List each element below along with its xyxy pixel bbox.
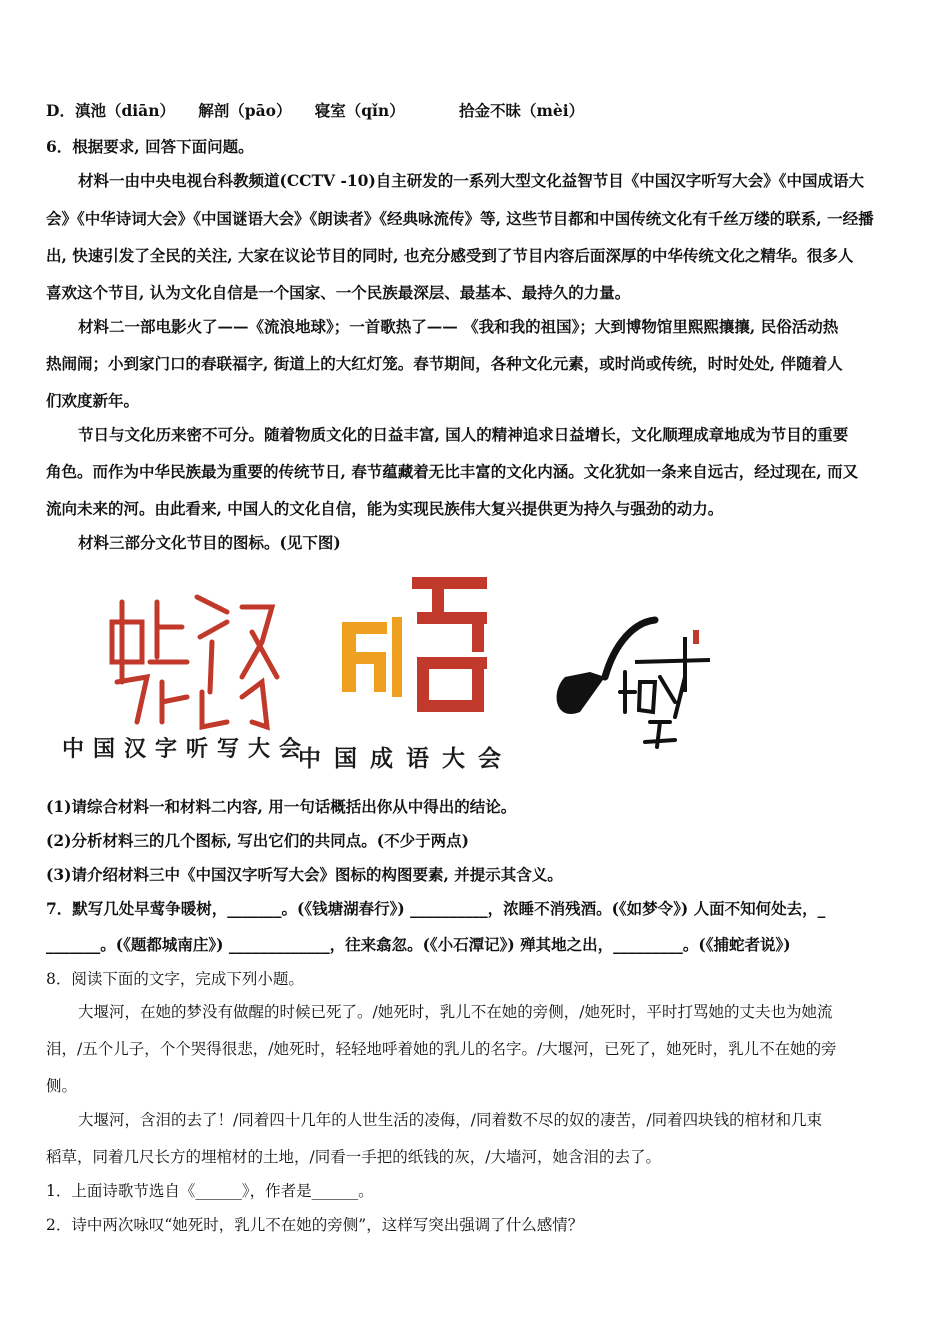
- program-logos: [60, 572, 760, 782]
- sub-question-1: (1)请综合材料一和材料二内容, 用一句话概括出你从中得出的结论。: [46, 797, 517, 816]
- poem-1-line-2: 泪，/五个儿子，个个哭得很悲，/她死时，轻轻地呼着她的乳儿的名字。/大堰河，已死了，她死时，乳儿不在她的旁: [46, 1040, 837, 1058]
- question-7-line-1: 7．默写几处早莺争暖树，_______。(《钱塘湖春行》) __________，浓睡不消残酒。(《如梦令》) 人面不知何处去，_: [46, 899, 826, 918]
- idiom-conference-logo: [342, 577, 492, 717]
- sub-question-2: (2)分析材料三的几个图标, 写出它们的共同点。(不少于两点): [46, 831, 469, 850]
- material-2-line-1: 材料二一部电影火了——《流浪地球》；一首歌热了—— 《我和我的祖国》；大到博物馆里熙熙攘攘, 民俗活动热: [78, 317, 839, 336]
- d-option-line: D．滇池（diān） 解剖（pāo） 寝室（qǐn） 拾金不昧（mèi）: [46, 101, 585, 120]
- material-1-line-4: 喜欢这个节目, 认为文化自信是一个国家、一个民族最深层、最基本、最持久的力量。: [46, 283, 631, 302]
- paragraph-3-line-2: 角色。而作为中华民族最为重要的传统节日, 春节蕴藏着无比丰富的文化内涵。文化犹如一条来自远古，经过现在, 而又: [46, 462, 859, 481]
- question-7-line-2: _______。(《题都城南庄》) _____________，往来翕忽。(《小石潭记》) 殚其地之出，_________。(《捕蛇者说》): [46, 935, 791, 954]
- material-1-line-2: 会》《中华诗词大会》《中国谜语大会》《朗读者》《经典咏流传》等, 这些节目都和中国传统文化有千丝万缕的联系, 一经播: [46, 209, 874, 228]
- poem-1-line-1: 大堰河，在她的梦没有做醒的时候已死了。/她死时，乳儿不在她的旁侧，/她死时，平时打骂她的丈夫也为她流: [78, 1003, 833, 1021]
- material-3-intro: 材料三部分文化节目的图标。(见下图): [78, 533, 341, 552]
- sub-question-8-1: 1．上面诗歌节选自《______》，作者是______。: [46, 1182, 374, 1200]
- hanzi-dictation-logo: [102, 582, 332, 742]
- hanzi-dictation-caption: 中国汉字听写大会: [62, 737, 311, 762]
- material-2-line-2: 热闹闹；小到家门口的春联福字, 街道上的大红灯笼。春节期间，各种文化元素，或时尚或传统，时时处处, 伴随着人: [46, 354, 843, 373]
- poetry-conference-logo: [535, 582, 725, 762]
- material-1-line-1: 材料一由中央电视台科教频道(CCTV -10)自主研发的一系列大型文化益智节目《中国汉字听写大会》《中国成语大: [78, 171, 865, 190]
- material-2-line-3: 们欢度新年。: [46, 391, 140, 410]
- question-6-title: 6．根据要求, 回答下面问题。: [46, 137, 254, 156]
- sub-question-8-2: 2．诗中两次咏叹“她死时，乳儿不在她的旁侧”，这样写突出强调了什么感情？: [46, 1216, 584, 1234]
- paragraph-3-line-1: 节日与文化历来密不可分。随着物质文化的日益丰富, 国人的精神追求日益增长，文化顺理成章地成为节目的重要: [78, 425, 849, 444]
- question-8-title: 8．阅读下面的文字，完成下列小题。: [46, 970, 304, 988]
- poem-1-line-3: 侧。: [46, 1077, 78, 1095]
- sub-question-3: (3)请介绍材料三中《中国汉字听写大会》图标的构图要素, 并提示其含义。: [46, 865, 563, 884]
- poem-2-line-1: 大堰河，含泪的去了！/同着四十几年的人世生活的凌侮，/同着数不尽的奴的凄苦，/同着四块钱的棺材和几束: [78, 1111, 823, 1129]
- paragraph-3-line-3: 流向未来的河。由此看来, 中国人的文化自信，能为实现民族伟大复兴提供更为持久与强劲的动力。: [46, 499, 724, 518]
- material-1-line-3: 出, 快速引发了全民的关注, 大家在议论节目的同时, 也充分感受到了节目内容后面深厚的中华传统文化之精华。很多人: [46, 246, 854, 265]
- poetry-conference-mark: 中国诗词大会: [580, 771, 635, 781]
- idiom-conference-caption: 中国成语大会: [298, 746, 514, 772]
- poem-2-line-2: 稻草，同着几尺长方的埋棺材的土地，/同看一手把的纸钱的灰，/大墙河，她含泪的去了。: [46, 1148, 661, 1166]
